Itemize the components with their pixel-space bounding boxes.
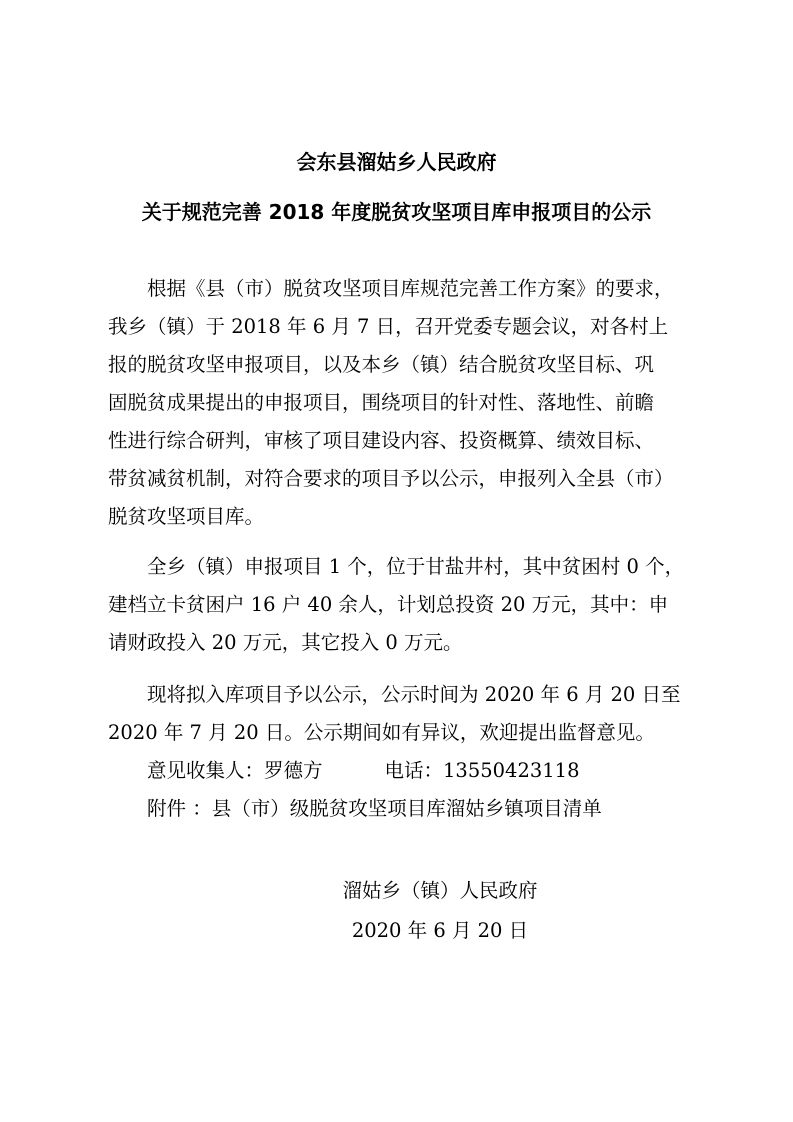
paragraph-line: 固脱贫成果提出的申报项目，围绕项目的针对性、落地性、前瞻 [108, 391, 655, 414]
attachment-line: 附件 ：县（市）级脱贫攻坚项目库溜姑乡镇项目清单 [147, 797, 602, 820]
contact-line [108, 752, 688, 790]
paragraph-line: 建档立卡贫困户 16 户 40 余人，计划总投资 20 万元，其中：申 [108, 593, 669, 616]
contact-and-attachment [108, 752, 688, 828]
paragraph-line: 脱贫攻坚项目库。 [108, 505, 265, 528]
paragraph-project-summary [108, 548, 688, 662]
paragraph-line: 报的脱贫攻坚申报项目，以及本乡（镇）结合脱贫攻坚目标、巩 [108, 353, 655, 376]
phone-label: 电话：13550423118 [384, 759, 580, 782]
document-title-line-1: 会东县溜姑乡人民政府 [296, 150, 497, 174]
paragraph-line: 全乡（镇）申报项目 1 个，位于甘盐井村，其中贫困村 0 个， [147, 555, 685, 578]
paragraph-line: 根据《县（市）脱贫攻坚项目库规范完善工作方案》的要求， [147, 277, 674, 300]
paragraph-line: 我乡（镇）于 2018 年 6 月 7 日，召开党委专题会议，对各村上 [108, 315, 669, 338]
paragraph-line: 性进行综合研判，审核了项目建设内容、投资概算、绩效目标、 [108, 429, 655, 452]
collector-label: 意见收集人：罗德方 [147, 759, 323, 782]
signature-date: 2020 年 6 月 20 日 [351, 919, 529, 942]
paragraph-requirements [108, 270, 688, 536]
signature-organization: 溜姑乡（镇）人民政府 [342, 879, 538, 902]
document-title-line-2: 关于规范完善 2018 年度脱贫攻坚项目库申报项目的公示 [141, 200, 652, 224]
paragraph-line: 2020 年 7 月 20 日。公示期间如有异议，欢迎提出监督意见。 [108, 721, 655, 744]
paragraph-line: 带贫减贫机制，对符合要求的项目予以公示，申报列入全县（市） [108, 467, 674, 490]
paragraph-publicity-period [108, 676, 688, 752]
paragraph-line: 现将拟入库项目予以公示，公示时间为 2020 年 6 月 20 日至 [147, 683, 681, 706]
paragraph-line: 请财政投入 20 万元，其它投入 0 万元。 [108, 631, 463, 654]
